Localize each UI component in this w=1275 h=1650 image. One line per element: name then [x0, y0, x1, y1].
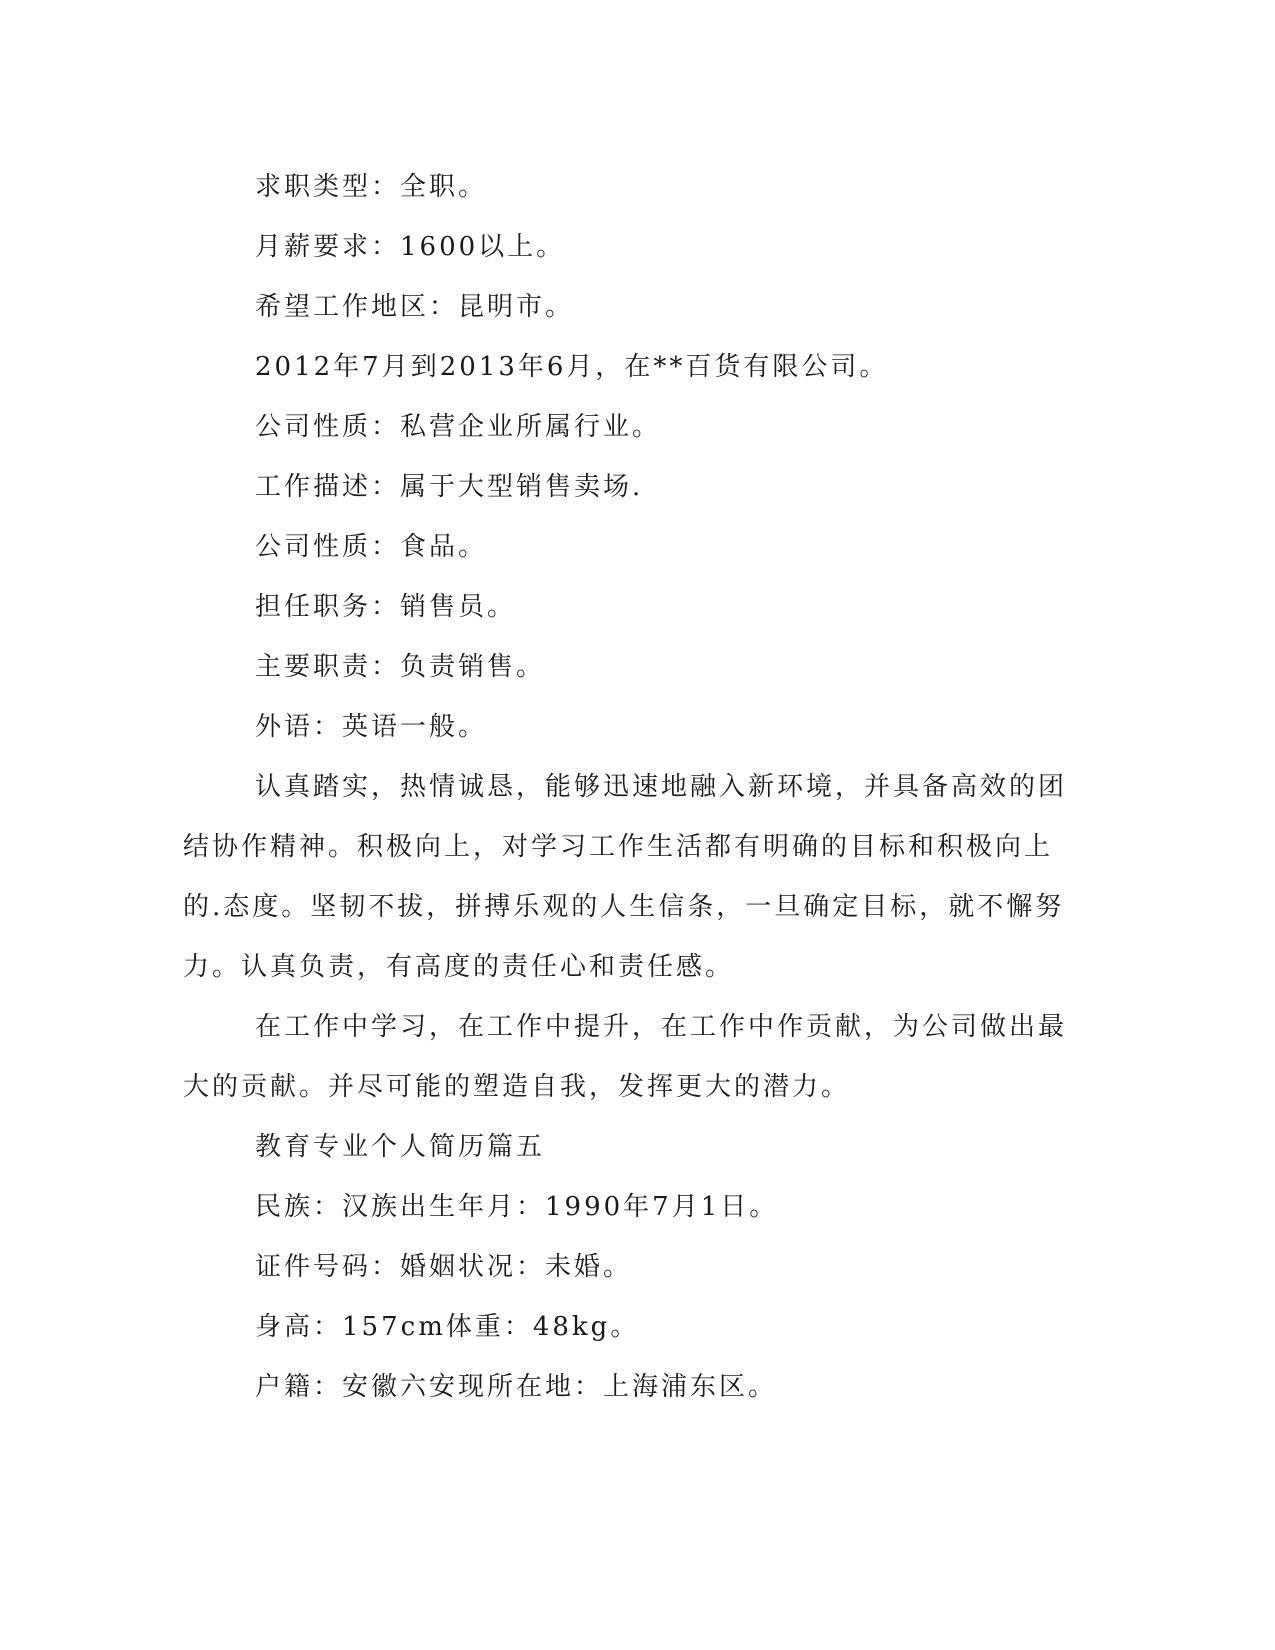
paragraph-line: 的.态度。坚韧不拔，拼搏乐观的人生信条，一旦确定目标，就不懈努 — [183, 892, 1065, 922]
position-line: 担任职务：销售员。 — [255, 592, 517, 622]
paragraph-line: 结协作精神。积极向上，对学习工作生活都有明确的目标和积极向上 — [183, 832, 1054, 862]
id-marital-line: 证件号码：婚姻状况：未婚。 — [255, 1252, 633, 1282]
company-nature-line: 公司性质：私营企业所属行业。 — [255, 412, 662, 442]
work-period-line: 2012年7月到2013年6月，在**百货有限公司。 — [255, 352, 889, 382]
career-goal-paragraph — [183, 997, 1068, 1117]
height-weight-line: 身高：157cm体重：48kg。 — [255, 1312, 640, 1342]
paragraph-line: 在工作中学习，在工作中提升，在工作中作贡献，为公司做出最 — [255, 1012, 1068, 1042]
hometown-location-line: 户籍：安徽六安现所在地：上海浦东区。 — [255, 1372, 778, 1402]
responsibility-line: 主要职责：负责销售。 — [255, 652, 546, 682]
language-line: 外语：英语一般。 — [255, 712, 488, 742]
document-content — [183, 157, 1068, 1417]
work-region-line: 希望工作地区：昆明市。 — [255, 292, 575, 322]
paragraph-line: 大的贡献。并尽可能的塑造自我，发挥更大的潜力。 — [183, 1072, 851, 1102]
paragraph-line: 力。认真负责，有高度的责任心和责任感。 — [183, 952, 735, 982]
job-description-line: 工作描述：属于大型销售卖场. — [255, 472, 644, 502]
ethnicity-birth-line: 民族：汉族出生年月：1990年7月1日。 — [255, 1192, 779, 1222]
job-type-line: 求职类型：全职。 — [255, 172, 488, 202]
paragraph-line: 认真踏实，热情诚恳，能够迅速地融入新环境，并具备高效的团 — [255, 772, 1068, 802]
salary-line: 月薪要求：1600以上。 — [255, 232, 566, 262]
company-nature-food-line: 公司性质：食品。 — [255, 532, 488, 562]
self-evaluation-paragraph — [183, 757, 1068, 997]
section-title: 教育专业个人简历篇五 — [255, 1132, 546, 1162]
